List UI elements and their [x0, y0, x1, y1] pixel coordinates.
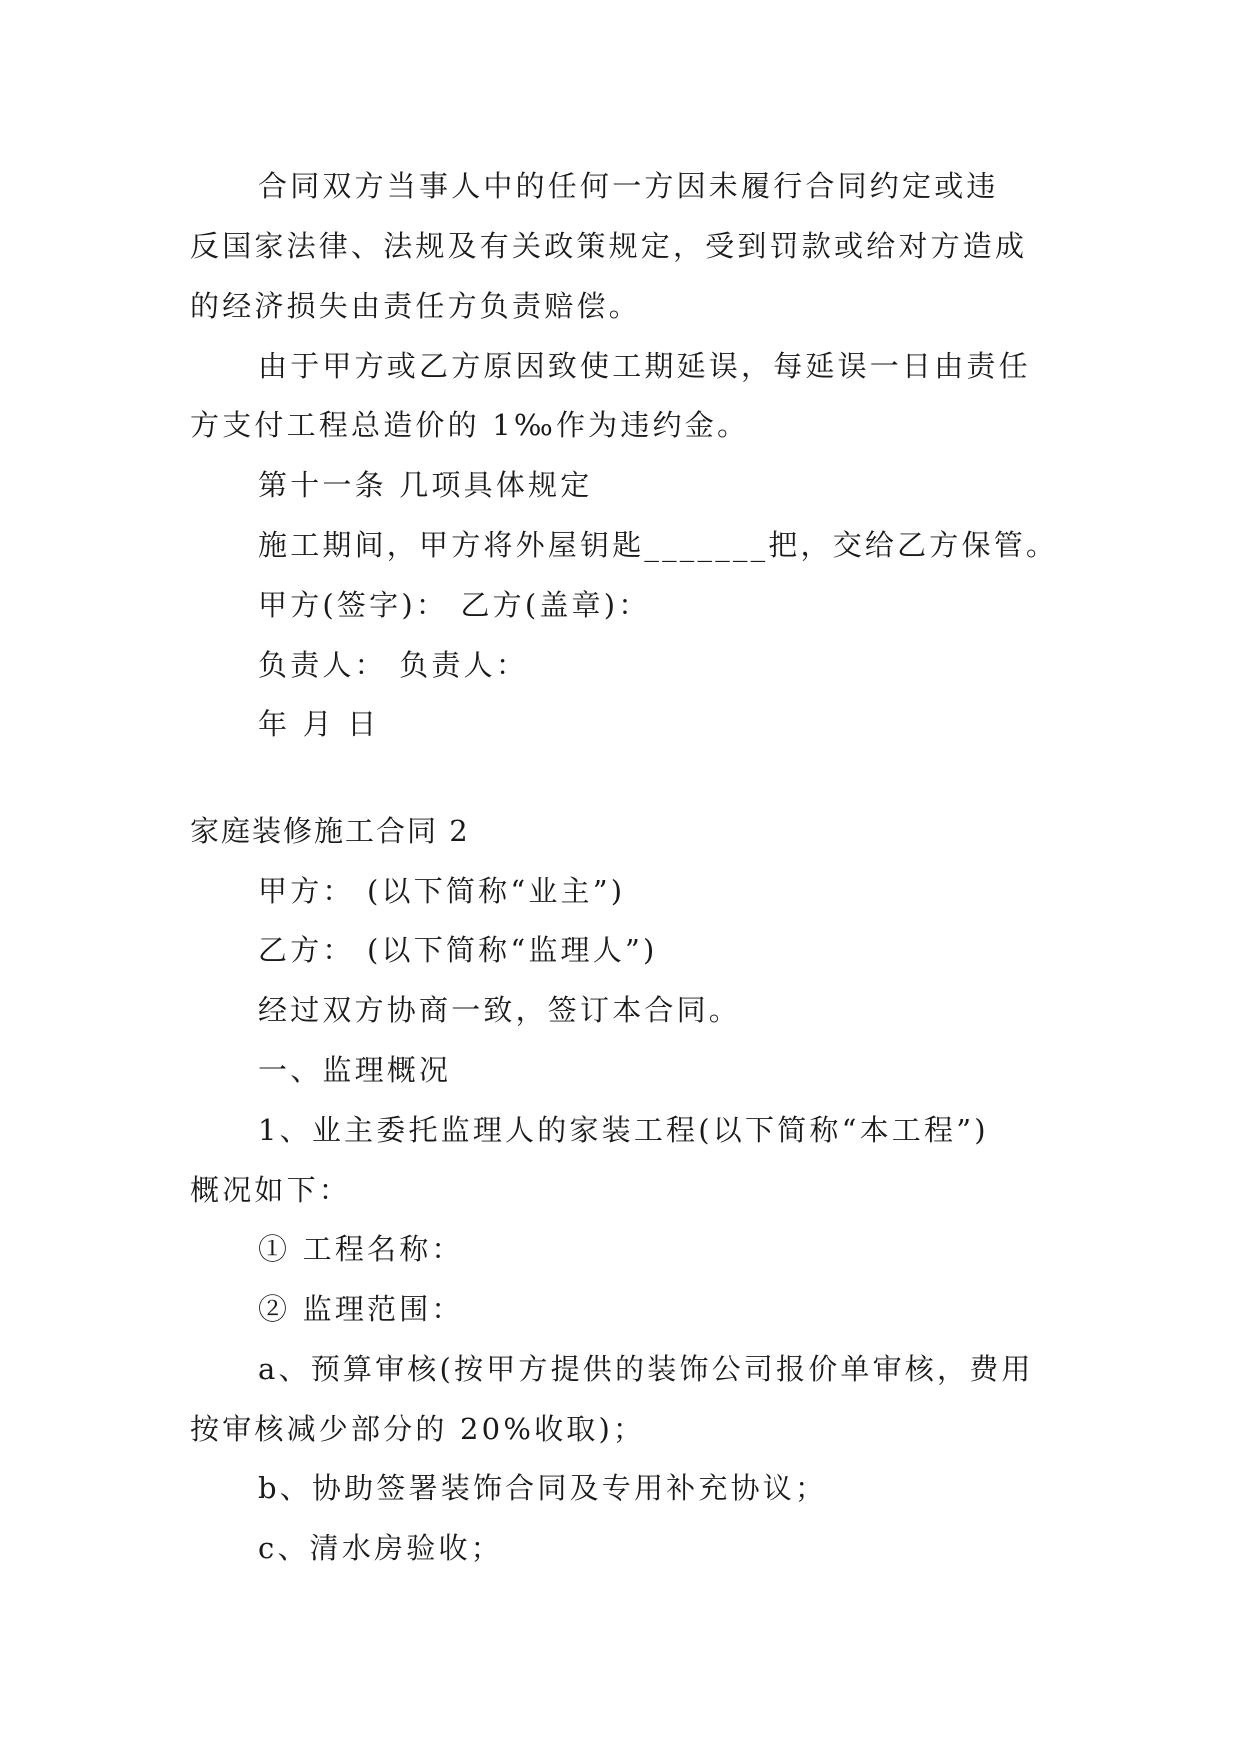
paragraph-line: 按审核减少部分的 20%收取)； [190, 1412, 646, 1446]
list-item: a、预算审核(按甲方提供的装饰公司报价单审核，费用 [258, 1352, 1034, 1386]
document-title: 家庭装修施工合同 2 [190, 814, 470, 848]
paragraph-line: 施工期间，甲方将外屋钥匙_______把，交给乙方保管。 [258, 528, 1059, 562]
signature-line: 负责人： 负责人： [258, 648, 529, 682]
section-heading: 一、监理概况 [258, 1053, 452, 1087]
paragraph-line: 反国家法律、法规及有关政策规定，受到罚款或给对方造成 [190, 229, 1028, 263]
list-item: c、清水房验收； [258, 1531, 503, 1565]
paragraph-line: 1、业主委托监理人的家装工程(以下简称“本工程”) [258, 1113, 989, 1147]
section-heading: 第十一条 几项具体规定 [258, 468, 593, 502]
list-item: ① 工程名称： [258, 1232, 464, 1266]
paragraph-line: 经过双方协商一致，签订本合同。 [258, 993, 742, 1027]
paragraph-line: 方支付工程总造价的 1‰作为违约金。 [190, 408, 750, 442]
list-item: b、协助签署装饰合同及专用补充协议； [258, 1471, 828, 1505]
signature-line: 甲方(签字)： 乙方(盖章)： [258, 588, 651, 622]
paragraph-line: 合同双方当事人中的任何一方因未履行合同约定或违 [258, 169, 999, 203]
list-item: ② 监理范围： [258, 1292, 464, 1326]
paragraph-line: 概况如下： [190, 1173, 352, 1207]
party-line: 乙方： (以下简称“监理人”) [258, 933, 658, 967]
party-line: 甲方： (以下简称“业主”) [258, 874, 626, 908]
paragraph-line: 由于甲方或乙方原因致使工期延误，每延误一日由责任 [258, 349, 1031, 383]
paragraph-line: 的经济损失由责任方负责赔偿。 [190, 289, 641, 323]
date-line: 年 月 日 [258, 707, 380, 741]
